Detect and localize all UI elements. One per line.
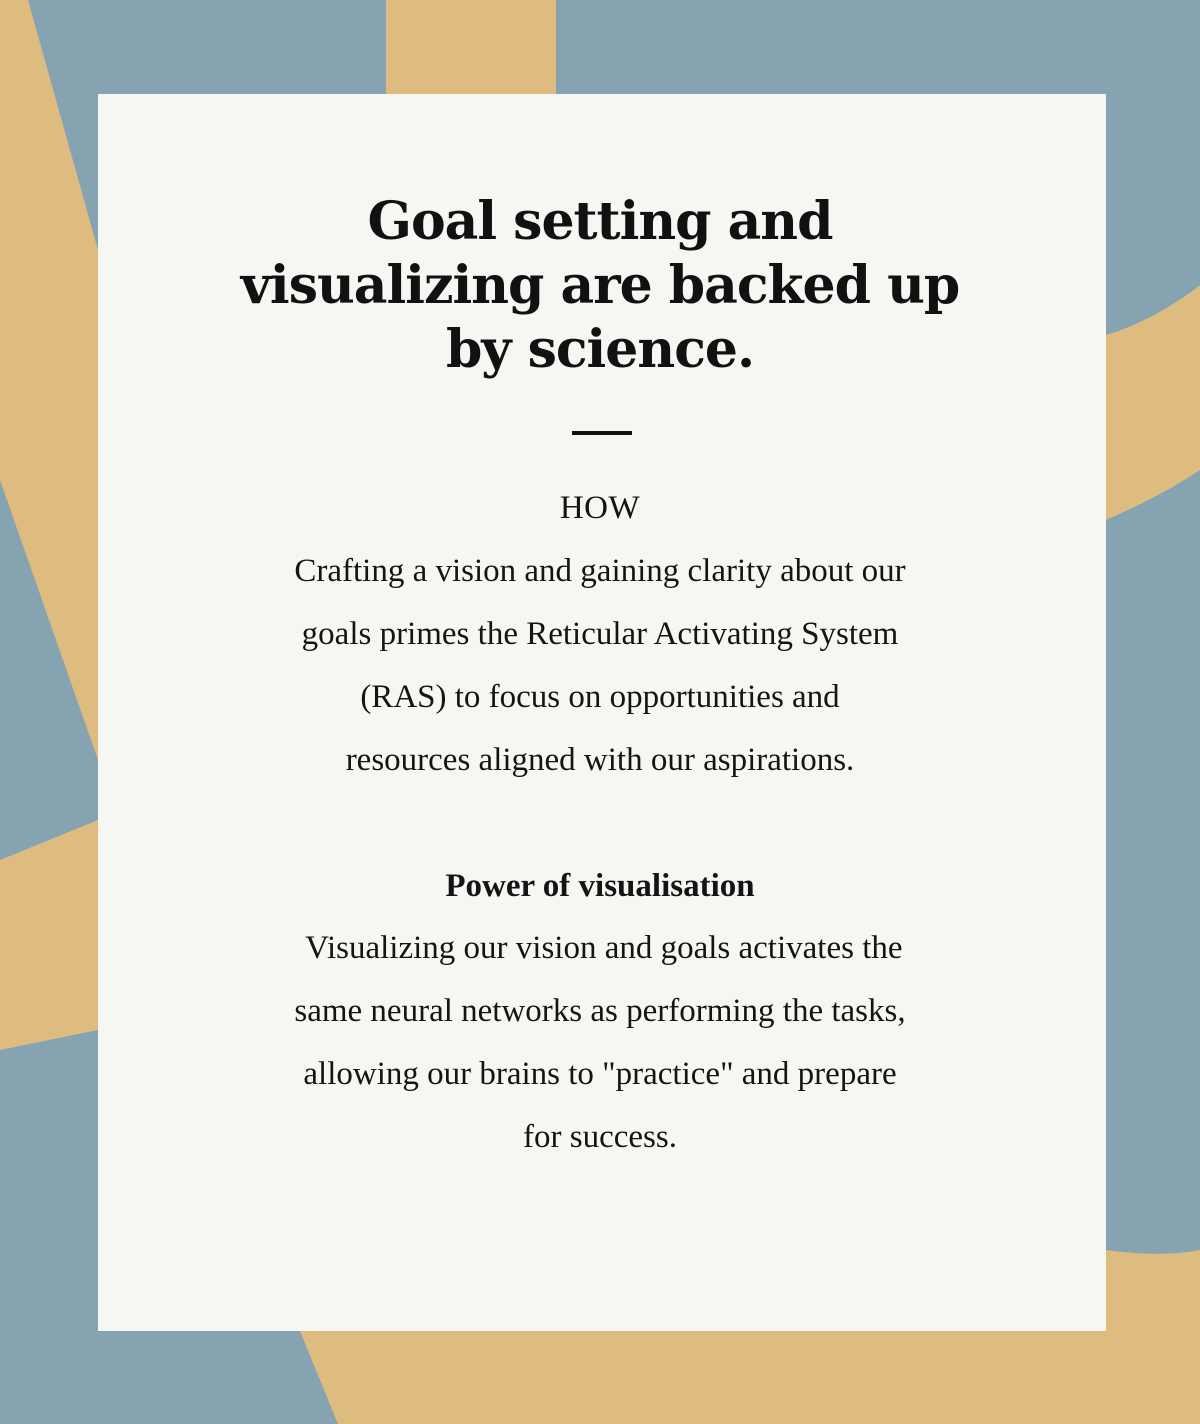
- body-line: (RAS) to focus on opportunities and: [360, 679, 840, 715]
- section-heading-power: Power of visualisation: [445, 868, 755, 904]
- body-line: resources aligned with our aspirations.: [345, 742, 855, 778]
- body-line: allowing our brains to "practice" and prepare: [303, 1056, 897, 1092]
- section-heading-how: HOW: [559, 490, 641, 526]
- title-line: visualizing are backed up: [240, 255, 960, 316]
- body-line: for success.: [523, 1119, 677, 1155]
- body-line: Visualizing our vision and goals activates the: [297, 930, 903, 966]
- body-line: same neural networks as performing the tasks,: [294, 993, 906, 1029]
- title-divider: [572, 431, 632, 435]
- body-line: goals primes the Reticular Activating System: [301, 616, 899, 652]
- right-bottom-band: [1106, 1250, 1200, 1424]
- bottom-band: [300, 1331, 1106, 1424]
- section-body-how: [0, 540, 1200, 792]
- page-title: [0, 190, 1200, 382]
- top-sand-strip: [386, 0, 556, 94]
- section-body-power: [0, 917, 1200, 1169]
- title-line: by science.: [445, 319, 755, 380]
- body-line: Crafting a vision and gaining clarity about our: [294, 553, 906, 589]
- title-line: Goal setting and: [367, 191, 833, 252]
